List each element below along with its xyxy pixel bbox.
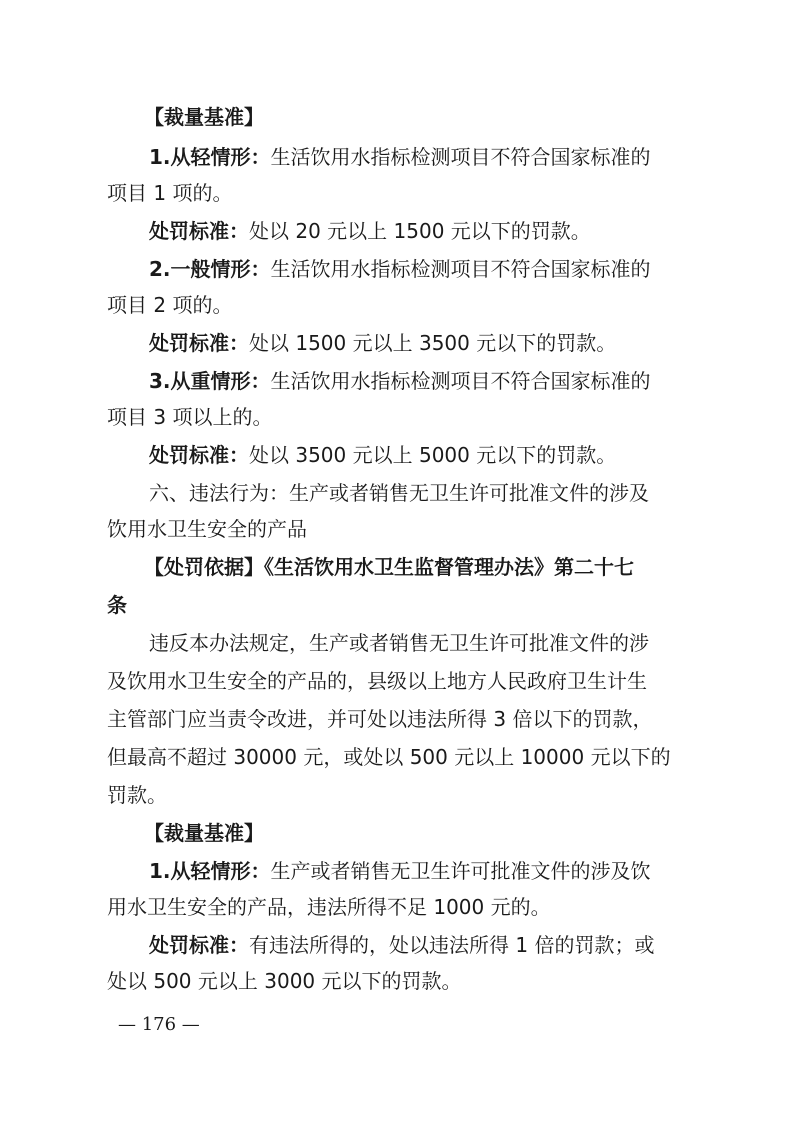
body-text: 但最高不超过 30000 元，或处以 500 元以上 10000 元以下的 [107,745,671,769]
section-title [0,97,793,137]
case-text: 生活饮用水指标检测项目不符合国家标准的 [270,145,651,169]
paragraph-line [0,925,793,965]
case-label: 1.从轻情形： [149,859,271,883]
paragraph-line [0,397,793,437]
penalty-text: 处以 500 元以上 3000 元以下的罚款。 [107,969,462,993]
case-text: 生活饮用水指标检测项目不符合国家标准的 [270,369,651,393]
case-text: 项目 2 项的。 [107,293,233,317]
violation-text: 饮用水卫生安全的产品 [107,517,307,541]
basis-text: 【处罚依据】《生活饮用水卫生监督管理办法》第二十七 [144,555,634,579]
paragraph-line [0,737,793,777]
page-number: — 176 — [118,1014,200,1035]
paragraph-line [0,851,793,891]
paragraph-line [0,473,793,513]
paragraph-line [0,961,793,1001]
paragraph-line [0,435,793,475]
penalty-text: 有违法所得的，处以违法所得 1 倍的罚款；或 [249,933,655,957]
penalty-label: 处罚标准： [149,219,249,243]
basis-text: 条 [107,593,127,617]
paragraph-line [0,661,793,701]
paragraph-line [0,173,793,213]
paragraph-line [0,623,793,663]
paragraph-line [0,699,793,739]
case-text: 生活饮用水指标检测项目不符合国家标准的 [270,257,651,281]
body-text: 及饮用水卫生安全的产品的，县级以上地方人民政府卫生计生 [107,669,647,693]
violation-text: 六、违法行为：生产或者销售无卫生许可批准文件的涉及 [149,481,649,505]
section-title [0,585,793,625]
section-title [0,547,793,587]
body-text: 违反本办法规定，生产或者销售无卫生许可批准文件的涉 [149,631,649,655]
penalty-label: 处罚标准： [149,331,249,355]
heading-text: 【裁量基准】 [144,821,264,845]
paragraph-line [0,249,793,289]
heading-text: 【裁量基准】 [144,105,264,129]
paragraph-line [0,211,793,251]
paragraph-line [0,775,793,815]
paragraph-line [0,361,793,401]
section-title [0,813,793,853]
penalty-text: 处以 1500 元以上 3500 元以下的罚款。 [249,331,617,355]
case-label: 3.从重情形： [149,369,271,393]
case-text: 生产或者销售无卫生许可批准文件的涉及饮 [270,859,651,883]
penalty-label: 处罚标准： [149,933,249,957]
paragraph-line [0,137,793,177]
body-text: 主管部门应当责令改进，并可处以违法所得 3 倍以下的罚款， [107,707,653,731]
case-label: 1.从轻情形： [149,145,271,169]
penalty-text: 处以 3500 元以上 5000 元以下的罚款。 [249,443,617,467]
paragraph-line [0,323,793,363]
paragraph-line [0,285,793,325]
case-text: 项目 3 项以上的。 [107,405,273,429]
paragraph-line [0,509,793,549]
case-text: 项目 1 项的。 [107,181,233,205]
penalty-label: 处罚标准： [149,443,249,467]
case-text: 用水卫生安全的产品，违法所得不足 1000 元的。 [107,895,551,919]
body-text: 罚款。 [107,783,167,807]
paragraph-line [0,887,793,927]
case-label: 2.一般情形： [149,257,271,281]
penalty-text: 处以 20 元以上 1500 元以下的罚款。 [249,219,591,243]
